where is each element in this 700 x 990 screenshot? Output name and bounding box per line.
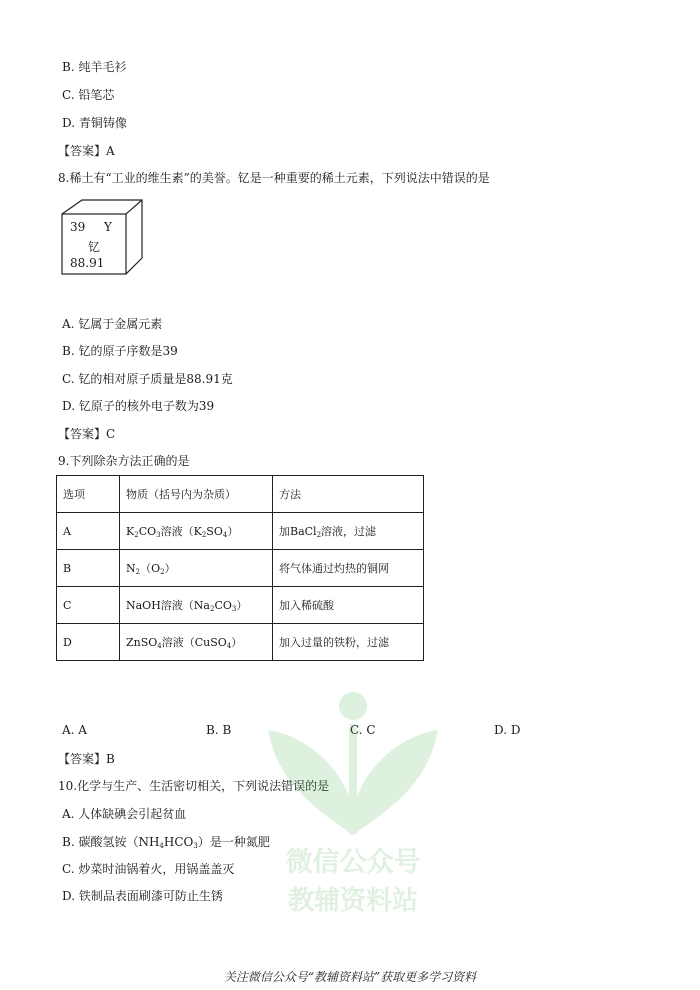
sprout-logo-icon — [258, 690, 448, 840]
element-card — [48, 198, 144, 282]
row-option: C — [57, 587, 120, 624]
row-method: 加入过量的铁粉，过滤 — [273, 624, 424, 661]
watermark — [258, 690, 448, 920]
q10-option-b: B. 碳酸氢铵$(NH_4HCO_3)$是一种氮肥 — [62, 835, 270, 850]
question-9-title: 9.下列除杂方法正确的是 — [58, 454, 190, 468]
table-row — [57, 550, 424, 587]
watermark-line-2: 教辅资料站 — [287, 886, 418, 916]
row-substance: ZnSO$_4$溶液（CuSO$_4$） — [120, 624, 273, 661]
q9-choice-a: A. A — [62, 723, 87, 737]
row-option: B — [57, 550, 120, 587]
q8-option-d: D. 钇原子的核外电子数为39 — [62, 399, 215, 413]
element-symbol: Y — [104, 220, 112, 234]
row-option: D — [57, 624, 120, 661]
header-method: 方法 — [273, 476, 424, 513]
watermark-line-1: 微信公众号 — [285, 847, 421, 878]
option-b: B. 纯羊毛衫 — [62, 60, 127, 74]
option-d: D. 青铜铸像 — [62, 116, 127, 130]
page-footer: 关注微信公众号“教辅资料站”获取更多学习资料 — [223, 970, 477, 984]
table-row — [57, 624, 424, 661]
q10-option-d: D. 铁制品表面刷漆可防止生锈 — [62, 889, 223, 903]
question-10-title: 10.化学与生产、生活密切相关，下列说法错误的是 — [58, 779, 330, 793]
row-method: 将气体通过灼热的铜网 — [273, 550, 424, 587]
q9-answer: 【答案】B — [58, 752, 115, 766]
atomic-number: 39 — [70, 220, 86, 234]
atomic-mass: 88.91 — [70, 256, 105, 270]
q9-choice-c: C. C — [350, 723, 376, 737]
row-substance: $K_2CO_3$溶液$(K_2SO_4)$ — [120, 513, 273, 550]
q8-option-b: B. 钇的原子序数是39 — [62, 344, 178, 358]
q8-option-a: A. 钇属于金属元素 — [62, 317, 163, 331]
q9-choice-b: B. B — [206, 723, 232, 737]
table-header-row — [57, 476, 424, 513]
option-c: C. 铅笔芯 — [62, 88, 115, 102]
row-substance: NaOH溶液$(Na_2CO_3)$ — [120, 587, 273, 624]
row-option: A — [57, 513, 120, 550]
q10-option-a: A. 人体缺碘会引起贫血 — [62, 807, 187, 821]
row-method: 加BaCl$_2$溶液，过滤 — [273, 513, 424, 550]
answer-label: 【答案】A — [58, 144, 115, 158]
question-8-title: 8.稀土有“工业的维生素”的美誉。钇是一种重要的稀土元素，下列说法中错误的是 — [58, 171, 490, 185]
q9-choice-d: D. D — [494, 723, 521, 737]
q8-answer: 【答案】C — [58, 427, 116, 441]
table-row — [57, 513, 424, 550]
header-substance: 物质（括号内为杂质） — [120, 476, 273, 513]
q10-option-c: C. 炒菜时油锅着火，用锅盖盖灭 — [62, 862, 235, 876]
purification-table — [56, 475, 424, 661]
row-method: 加入稀硫酸 — [273, 587, 424, 624]
element-name: 钇 — [88, 240, 101, 254]
table-row — [57, 587, 424, 624]
row-substance: $N_2(O_2)$ — [120, 550, 273, 587]
q8-option-c: C. 钇的相对原子质量是88.91克 — [62, 372, 233, 386]
header-option: 选项 — [57, 476, 120, 513]
